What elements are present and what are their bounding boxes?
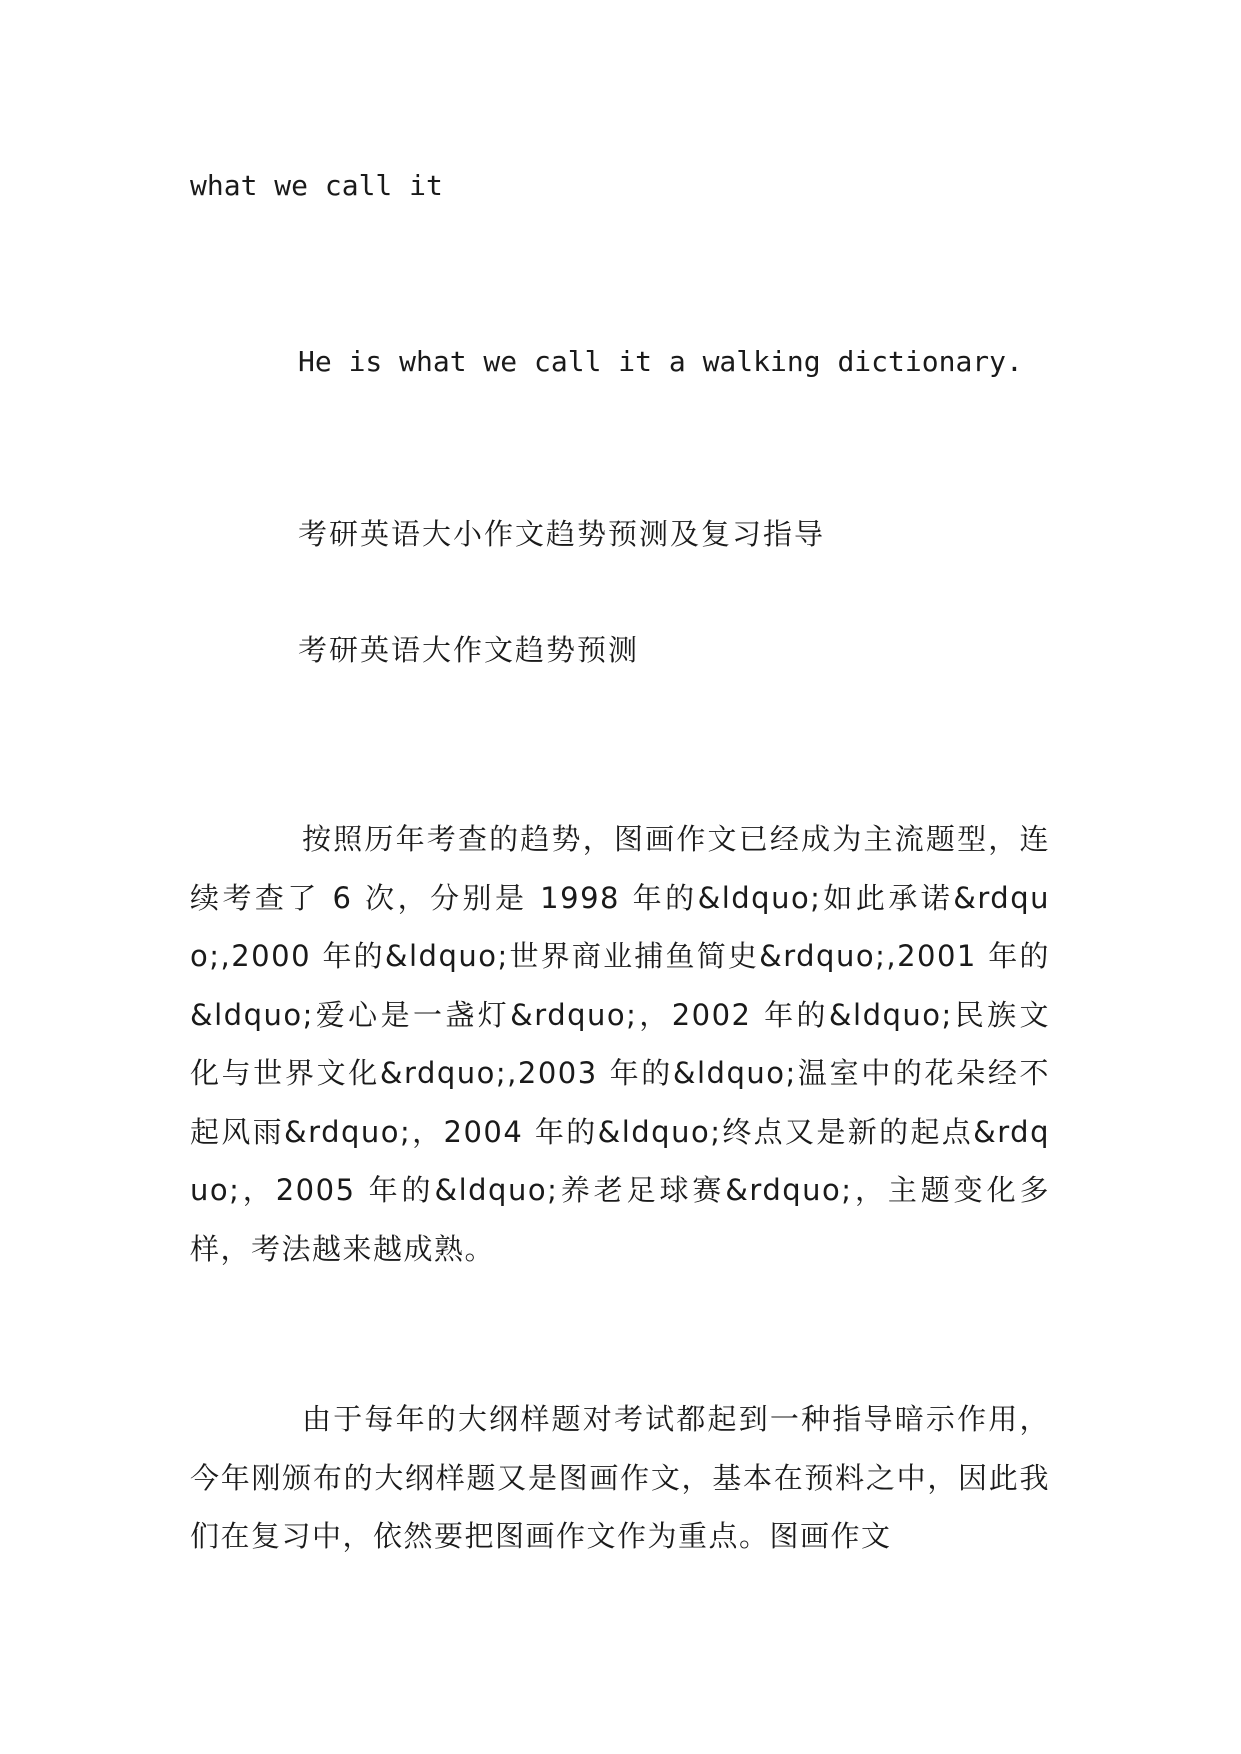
example-sentence: He is what we call it a walking dictionary.: [298, 345, 1023, 378]
phrase-title: what we call it: [190, 169, 443, 202]
body-paragraph: 由于每年的大纲样题对考试都起到一种指导暗示作用，今年刚颁布的大纲样题又是图画作文，基本在预料之中，因此我们在复习中，依然要把图画作文作为重点。图画作文: [190, 1402, 1050, 1553]
body-paragraph: 按照历年考查的趋势，图画作文已经成为主流题型，连续考查了 6 次，分别是 1998 年的&ldquo;如此承诺&rdquo;,2000 年的&ldquo;世界商业捕鱼简史&rdquo;,2001 年的&ldquo;爱心是一盏灯&rdquo;，2002 年的&ldquo;民族文化与世界文化&rdquo;,2003 年的&ldquo;温室中的花朵经不起风雨&rdquo;，2004 年的&ldquo;终点又是新的起点&rdquo;，2005 年的&ldquo;养老足球赛&rdquo;，主题变化多样，考法越来越成熟。: [190, 822, 1050, 1266]
section-title: 考研英语大作文趋势预测: [298, 633, 640, 667]
article-title: 考研英语大小作文趋势预测及复习指导: [298, 517, 826, 551]
